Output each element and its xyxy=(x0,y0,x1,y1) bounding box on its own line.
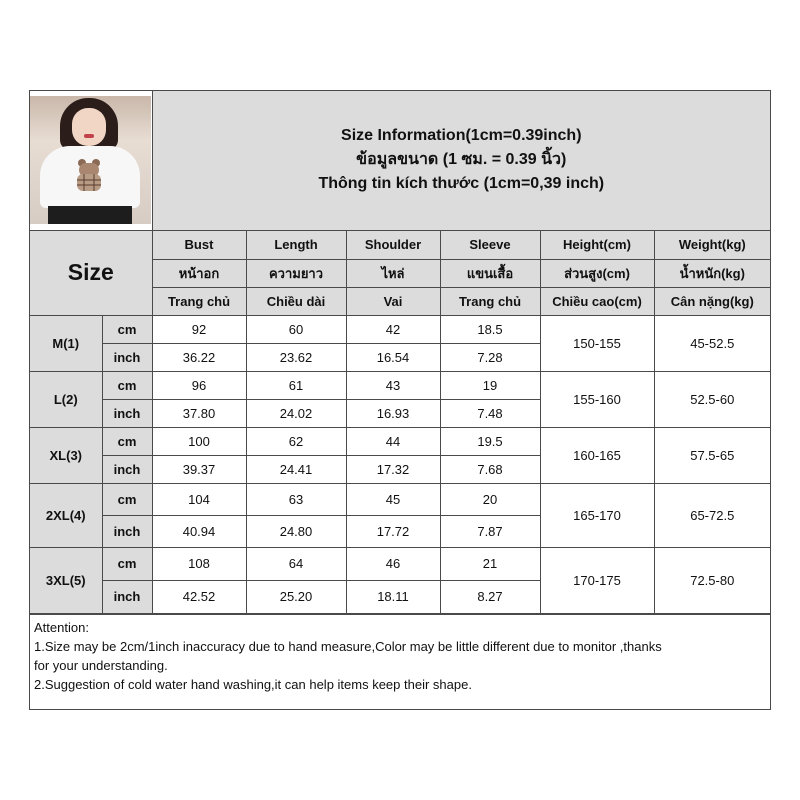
notes-heading: Attention: xyxy=(34,620,89,635)
cm-value: 60 xyxy=(246,315,346,343)
cm-value: 21 xyxy=(440,547,540,580)
height-range: 165-170 xyxy=(540,483,654,547)
size-header: Size xyxy=(30,230,152,315)
cm-value: 92 xyxy=(152,315,246,343)
inch-value: 23.62 xyxy=(246,343,346,371)
size-row-cm xyxy=(30,427,770,455)
cm-value: 62 xyxy=(246,427,346,455)
cm-value: 44 xyxy=(346,427,440,455)
header-bust-th: หน้าอก xyxy=(152,259,246,287)
inch-value: 40.94 xyxy=(152,515,246,547)
cm-value: 64 xyxy=(246,547,346,580)
header-bust-vi: Trang chủ xyxy=(152,287,246,315)
size-table xyxy=(30,91,770,614)
inch-value: 24.02 xyxy=(246,399,346,427)
height-range: 155-160 xyxy=(540,371,654,427)
size-row-cm xyxy=(30,315,770,343)
header-shoulder-vi: Vai xyxy=(346,287,440,315)
unit-label-cm: cm xyxy=(102,371,152,399)
cm-value: 43 xyxy=(346,371,440,399)
cm-value: 96 xyxy=(152,371,246,399)
inch-value: 16.93 xyxy=(346,399,440,427)
header-length-th: ความยาว xyxy=(246,259,346,287)
cm-value: 18.5 xyxy=(440,315,540,343)
size-name: 3XL(5) xyxy=(30,547,102,613)
weight-range: 72.5-80 xyxy=(654,547,770,613)
inch-value: 39.37 xyxy=(152,455,246,483)
inch-value: 17.32 xyxy=(346,455,440,483)
inch-value: 16.54 xyxy=(346,343,440,371)
cm-value: 19 xyxy=(440,371,540,399)
unit-label-inch: inch xyxy=(102,455,152,483)
cm-value: 19.5 xyxy=(440,427,540,455)
notes-line-2: 2.Suggestion of cold water hand washing,it can help items keep their shape. xyxy=(34,677,472,692)
cm-value: 20 xyxy=(440,483,540,515)
weight-range: 52.5-60 xyxy=(654,371,770,427)
size-name: M(1) xyxy=(30,315,102,371)
header-weight: Weight(kg) xyxy=(654,230,770,259)
cm-value: 100 xyxy=(152,427,246,455)
title-vi: Thông tin kích thước (1cm=0,39 inch) xyxy=(318,175,605,193)
inch-value: 18.11 xyxy=(346,580,440,613)
header-weight-vi: Cân nặng(kg) xyxy=(654,287,770,315)
unit-label-cm: cm xyxy=(102,483,152,515)
inch-value: 17.72 xyxy=(346,515,440,547)
header-sleeve-vi: Trang chủ xyxy=(440,287,540,315)
header-sleeve-th: แขนเสื้อ xyxy=(440,259,540,287)
header-length-vi: Chiều dài xyxy=(246,287,346,315)
header-sleeve: Sleeve xyxy=(440,230,540,259)
unit-label-cm: cm xyxy=(102,547,152,580)
cm-value: 63 xyxy=(246,483,346,515)
inch-value: 7.87 xyxy=(440,515,540,547)
header-shoulder-th: ไหล่ xyxy=(346,259,440,287)
title-en: Size Information(1cm=0.39inch) xyxy=(341,127,582,145)
title-block xyxy=(152,91,770,230)
size-row-cm xyxy=(30,547,770,580)
inch-value: 24.41 xyxy=(246,455,346,483)
size-row-cm xyxy=(30,371,770,399)
weight-range: 65-72.5 xyxy=(654,483,770,547)
size-name: 2XL(4) xyxy=(30,483,102,547)
unit-label-inch: inch xyxy=(102,343,152,371)
header-length: Length xyxy=(246,230,346,259)
inch-value: 7.68 xyxy=(440,455,540,483)
height-range: 160-165 xyxy=(540,427,654,483)
unit-label-cm: cm xyxy=(102,315,152,343)
size-name: XL(3) xyxy=(30,427,102,483)
cm-value: 42 xyxy=(346,315,440,343)
header-height-vi: Chiều cao(cm) xyxy=(540,287,654,315)
header-height-th: ส่วนสูง(cm) xyxy=(540,259,654,287)
weight-range: 57.5-65 xyxy=(654,427,770,483)
height-range: 150-155 xyxy=(540,315,654,371)
inch-value: 8.27 xyxy=(440,580,540,613)
cm-value: 61 xyxy=(246,371,346,399)
header-bust: Bust xyxy=(152,230,246,259)
unit-label-inch: inch xyxy=(102,399,152,427)
unit-label-cm: cm xyxy=(102,427,152,455)
weight-range: 45-52.5 xyxy=(654,315,770,371)
inch-value: 37.80 xyxy=(152,399,246,427)
size-chart xyxy=(29,90,771,710)
inch-value: 7.48 xyxy=(440,399,540,427)
title-th: ข้อมูลขนาด (1 ซม. = 0.39 นิ้ว) xyxy=(356,151,567,169)
inch-value: 25.20 xyxy=(246,580,346,613)
cm-value: 108 xyxy=(152,547,246,580)
header-weight-th: น้ำหนัก(kg) xyxy=(654,259,770,287)
notes-line-1b: for your understanding. xyxy=(34,658,168,673)
inch-value: 42.52 xyxy=(152,580,246,613)
header-shoulder: Shoulder xyxy=(346,230,440,259)
inch-value: 24.80 xyxy=(246,515,346,547)
size-row-cm xyxy=(30,483,770,515)
height-range: 170-175 xyxy=(540,547,654,613)
cm-value: 45 xyxy=(346,483,440,515)
cm-value: 46 xyxy=(346,547,440,580)
unit-label-inch: inch xyxy=(102,580,152,613)
header-height: Height(cm) xyxy=(540,230,654,259)
model-photo-icon xyxy=(30,96,151,224)
cm-value: 104 xyxy=(152,483,246,515)
notes-line-1: 1.Size may be 2cm/1inch inaccuracy due to hand measure,Color may be little different due to monitor ,thanks xyxy=(34,639,662,654)
product-photo-cell xyxy=(30,91,152,230)
size-name: L(2) xyxy=(30,371,102,427)
unit-label-inch: inch xyxy=(102,515,152,547)
inch-value: 36.22 xyxy=(152,343,246,371)
attention-notes xyxy=(30,614,770,697)
inch-value: 7.28 xyxy=(440,343,540,371)
